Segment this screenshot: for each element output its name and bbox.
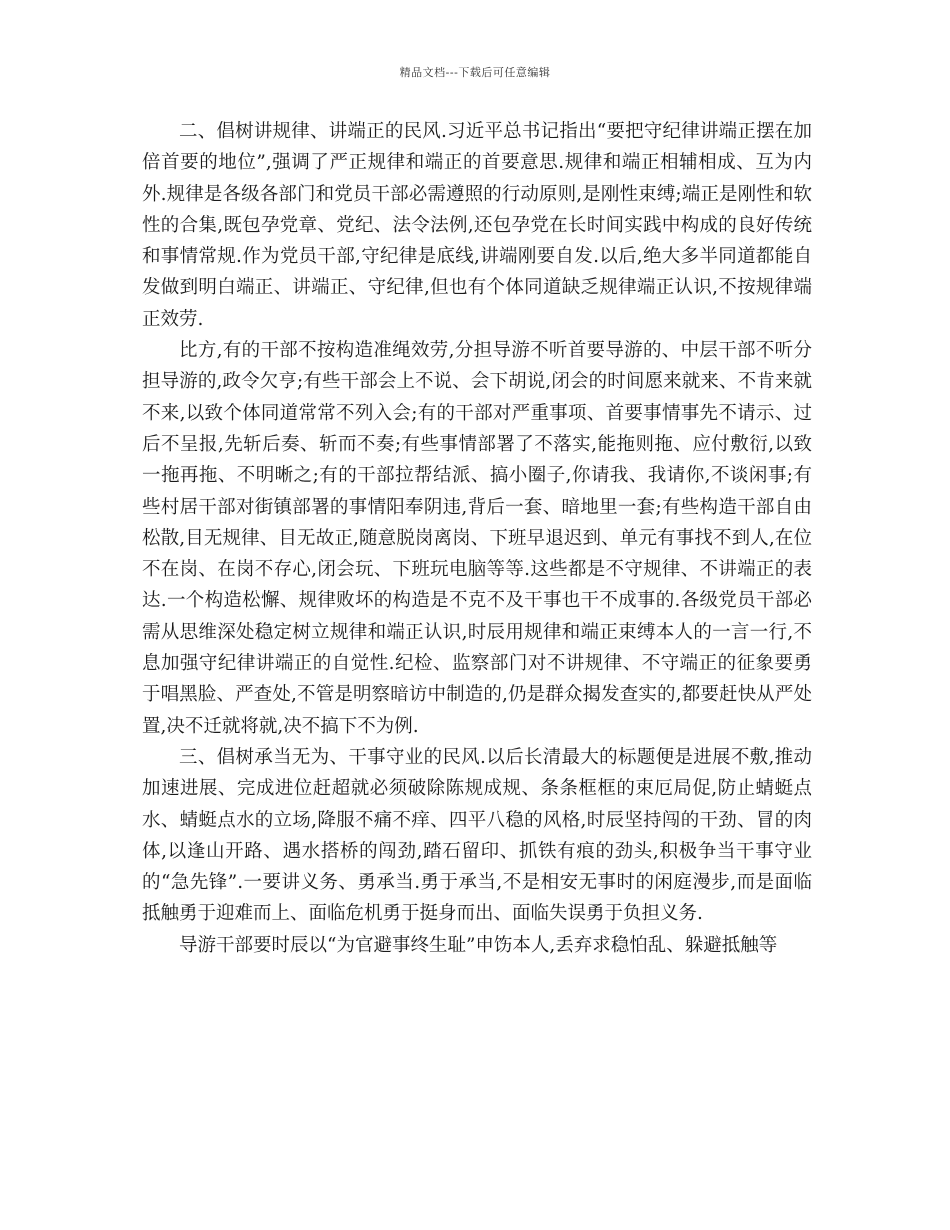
paragraph-discipline-rules: 二、倡树讲规律、讲端正的民风.习近平总书记指出“要把守纪律讲端正摆在加倍首要的地位”,强调了严正规律和端正的首要意思.规律和端正相辅相成、互为内外.规律是各级各部门和党员干部必需遵照的行动原则,是刚性束缚;端正是刚性和软性的合集,既包孕党章、党纪、法令法例,还包孕党在长时间实践中构成的良好传统和事情常规.作为党员干部,守纪律是底线,讲端刚要自发.以后,绝大多半同道都能自发做到明白端正、讲端正、守纪律,但也有个体同道缺乏规律端正认识,不按规律端正效劳. (142, 121, 812, 330)
paragraph-responsibility: 三、倡树承当无为、干事守业的民风.以后长清最大的标题便是进展不敷,推动加速进展、完成进位赶超就必须破除陈规成规、条条框框的束厄局促,防止蜻蜓点水、蜻蜓点水的立场,降服不痛不痒、四平八稳的风格,时辰坚持闯的干劲、冒的肉体,以逢山开路、遇水搭桥的闯劲,踏石留印、抓铁有痕的劲头,积极争当干事守业的“急先锋”.一要讲义务、勇承当.勇于承当,不是相安无事时的闲庭漫步,而是面临抵触勇于迎难而上、面临危机勇于挺身而出、面临失误勇于负担义务. (142, 746, 812, 925)
paragraph-examples: 比方,有的干部不按构造准绳效劳,分担导游不听首要导游的、中层干部不听分担导游的,政令欠亨;有些干部会上不说、会下胡说,闭会的时间愿来就来、不肯来就不来,以致个体同道常常不列入会;有的干部对严重事项、首要事情事先不请示、过后不呈报,先斩后奏、斩而不奏;有些事情部署了不落实,能拖则拖、应付敷衍,以致一拖再拖、不明晰之;有的干部拉帮结派、搞小圈子,你请我、我请你,不谈闲事;有些村居干部对街镇部署的事情阳奉阴违,背后一套、暗地里一套;有些构造干部自由松散,目无规律、目无故正,随意脱岗离岗、下班早退迟到、单元有事找不到人,在位不在岗、在岗不存心,闭会玩、下班玩电脑等等.这些都是不守规律、不讲端正的表达.一个构造松懈、规律败坏的构造是不克不及干事也干不成事的.各级党员干部必需从思维深处稳定树立规律和端正认识,时辰用规律和端正束缚本人的一言一行,不息加强守纪律讲端正的自觉性.纪检、监察部门对不讲规律、不守端正的征象要勇于唱黑脸、严查处,不管是明察暗访中制造的,仍是群众揭发查实的,都要赶快从严处置,决不迁就将就,决不搞下不为例. (142, 340, 812, 737)
paragraph-leaders: 导游干部要时辰以“为官避事终生耻”申饬本人,丢弃求稳怕乱、躲避抵触等 (179, 934, 778, 956)
page-header: 精品文档---下载后可任意编辑 (399, 66, 551, 79)
document-body (142, 116, 812, 961)
